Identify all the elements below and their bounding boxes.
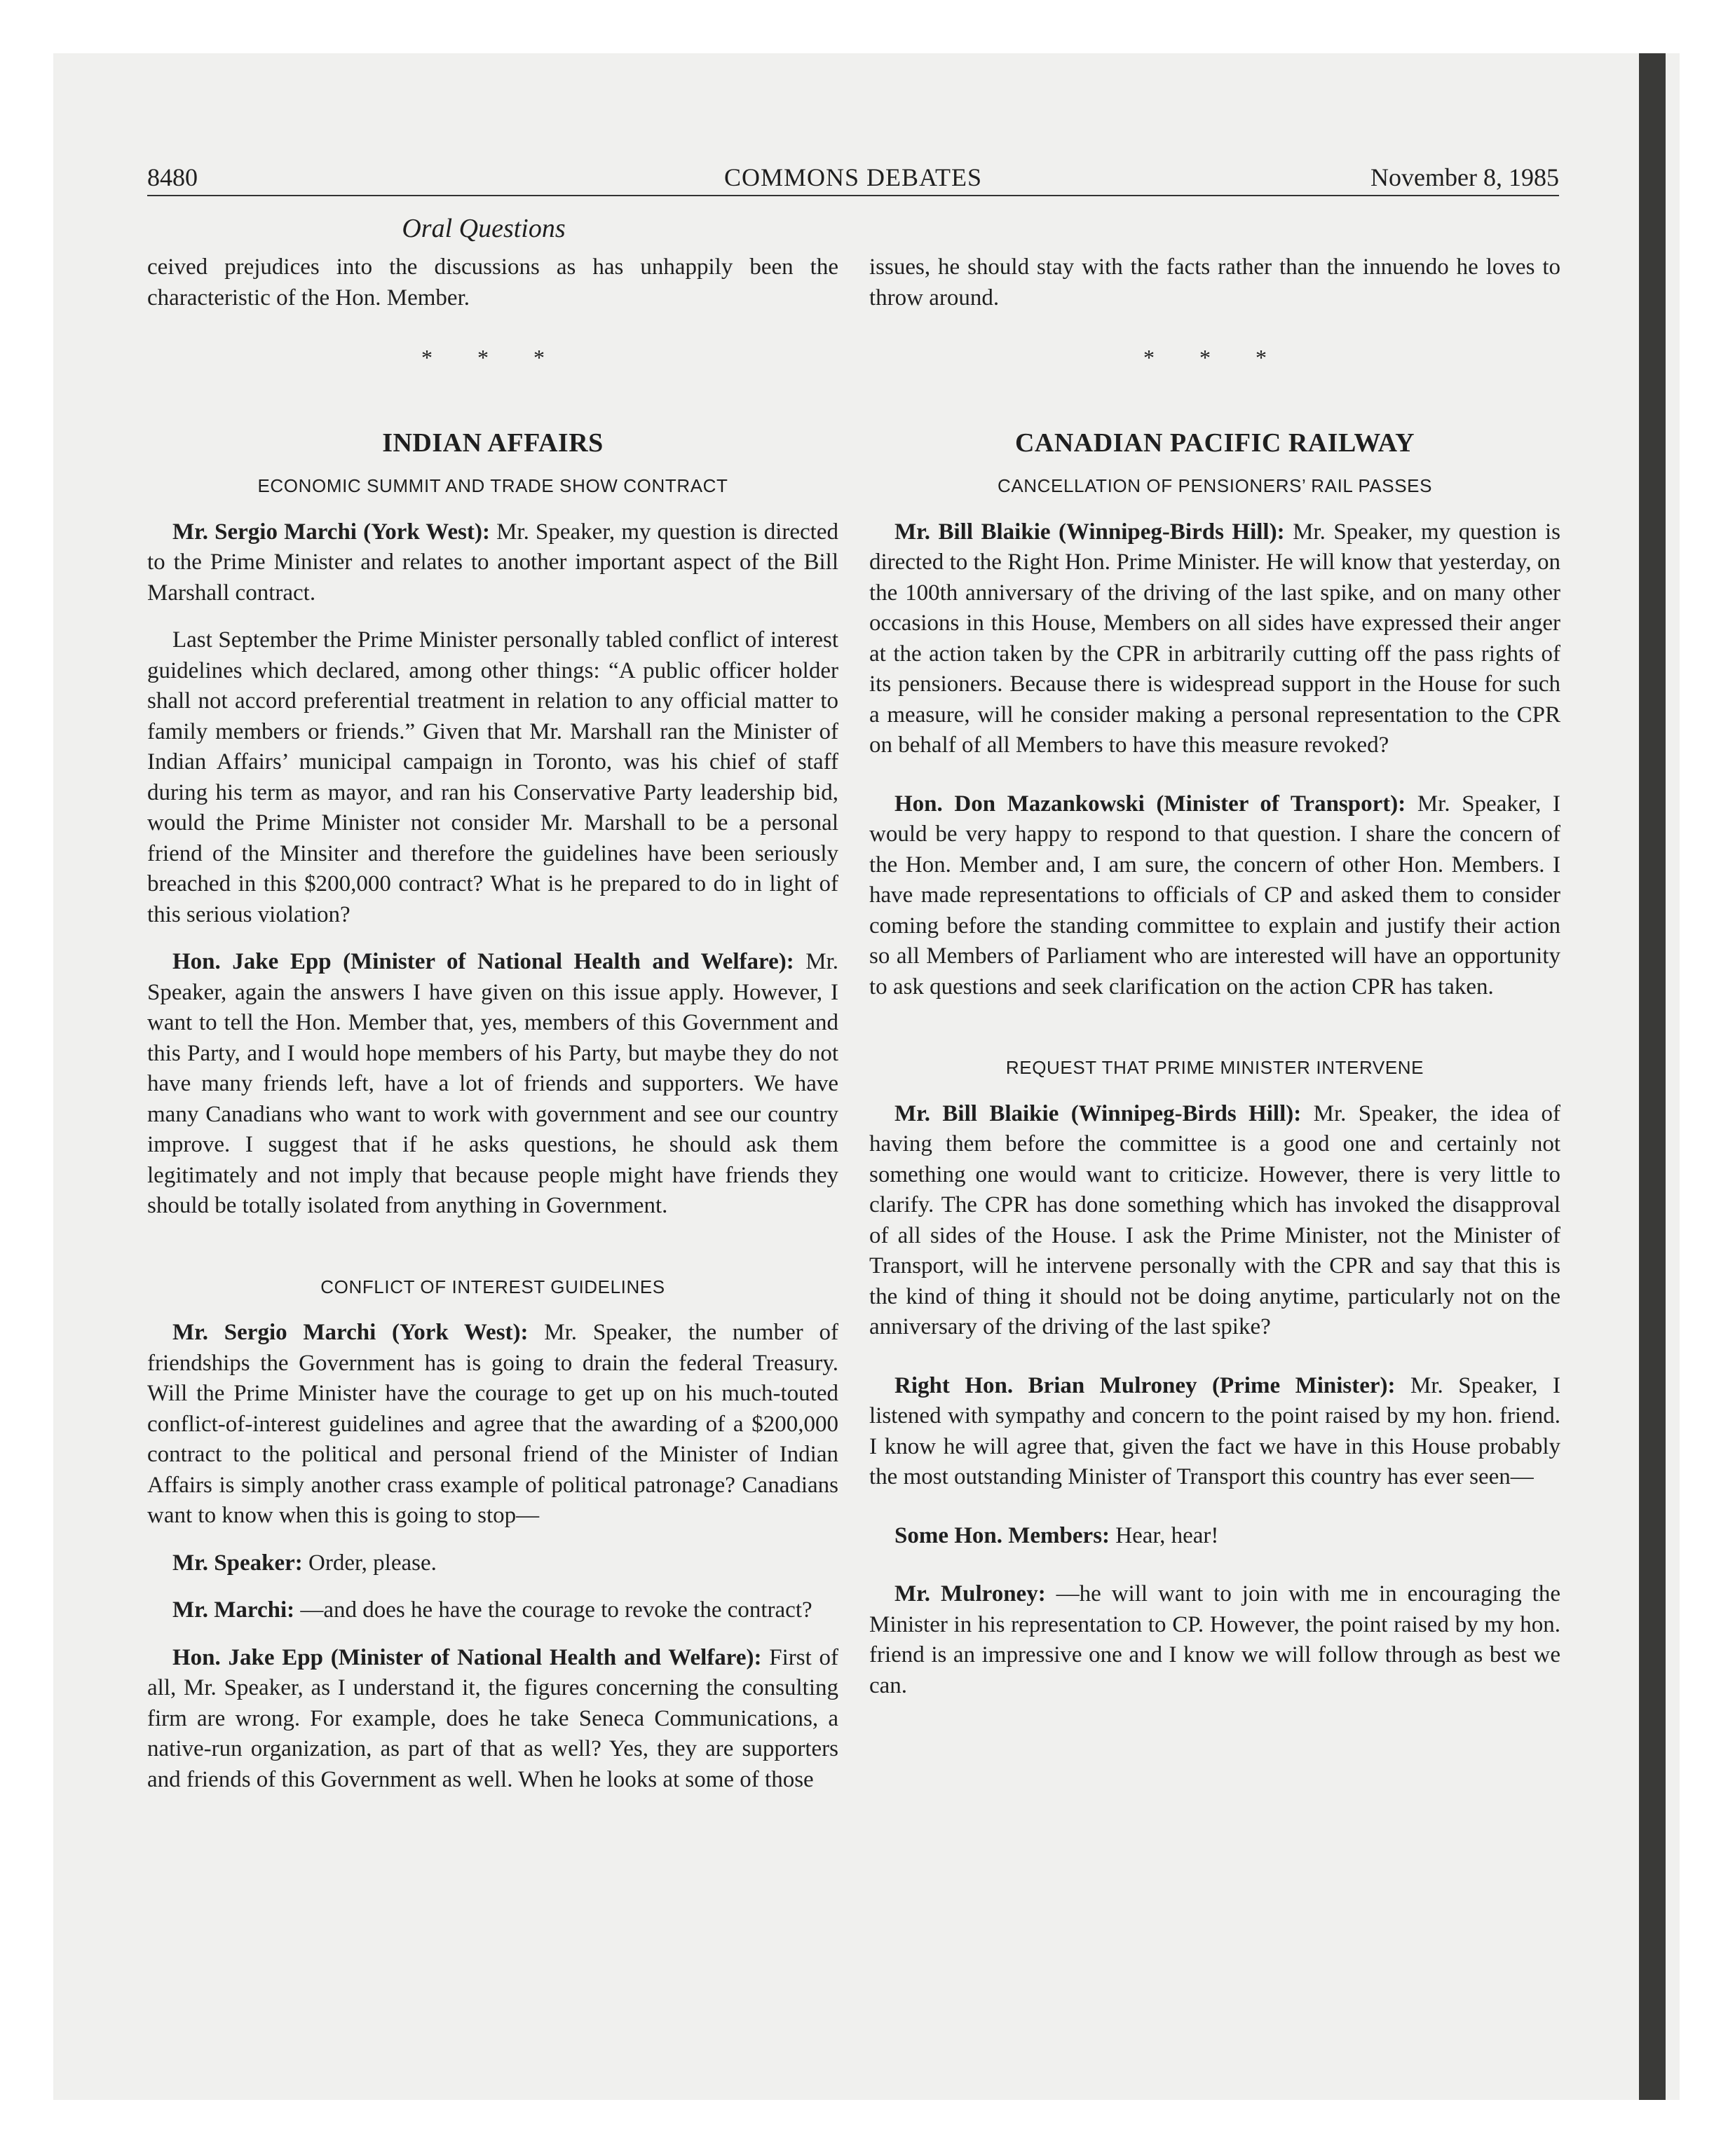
section-heading: INDIAN AFFAIRS (382, 428, 604, 458)
publication-title: COMMONS DEBATES (723, 163, 983, 191)
speech-text: Mr. Speaker, I would be very happy to respond to that question. I share the concern of the Hon. Member and, I am sure, the concern of other Hon. Members. I have made representations to officials of CP and asked them to consider coming before the standing committee to explain and justify their action so all Members of Parliament who are interested will have an opportunity to ask questions and seek clarification on the action CPR has taken. (869, 791, 1560, 999)
page-spine-shadow (1639, 53, 1666, 2100)
speaker-name: Mr. Sergio Marchi (York West): (172, 1320, 529, 1345)
subsection-heading: CANCELLATION OF PENSIONERS’ RAIL PASSES (997, 475, 1433, 496)
speaker-name: Some Hon. Members: (894, 1522, 1110, 1548)
speaker-name: Mr. Speaker: (172, 1550, 303, 1576)
section-heading: CANADIAN PACIFIC RAILWAY (1014, 428, 1415, 458)
speaker-name: Mr. Mulroney: (894, 1581, 1046, 1606)
speech-text: First of all, Mr. Speaker, as I understand it, the figures concerning the consulting firm are wrong. For example, does he take Seneca Communications, a native-run organization, as part of that as well? Yes, they are supporters and friends of this Government as well. When he looks at some of those (147, 1644, 838, 1792)
page-header (147, 163, 1559, 196)
paragraph: ceived prejudices into the discussions as has unhappily been the characteristic of the Hon. Member. (147, 254, 838, 311)
speech-paragraph (147, 947, 838, 1222)
speaker-name: Hon. Don Mazankowski (Minister of Transport): (894, 791, 1406, 817)
speech-text: Mr. Speaker, the number of friendships the Government has is going to drain the federal Treasury. Will the Prime Minister have the courage to get up on his much-touted conflict-of-interest guidelines and agree that the awarding of a $200,000 contract to the political and personal friend of the Minister of Indian Affairs is simply another crass example of political patronage? Canadians want to know when this is going to stop— (147, 1320, 838, 1528)
speech-paragraph (147, 1548, 838, 1579)
speech-paragraph (869, 789, 1560, 1003)
speech-paragraph (147, 1595, 838, 1626)
section-label: Oral Questions (402, 214, 566, 243)
speech-paragraph (147, 1643, 838, 1796)
speech-text: Mr. Speaker, my question is directed to the Prime Minister and relates to another important aspect of the Bill Marshall contract. (147, 519, 838, 606)
speech-paragraph (869, 1579, 1560, 1701)
section-separator: * * * (1143, 345, 1286, 370)
publication-date: November 8, 1985 (1370, 163, 1559, 191)
speaker-name: Mr. Bill Blaikie (Winnipeg-Birds Hill): (894, 519, 1285, 545)
speaker-name: Hon. Jake Epp (Minister of National Health and Welfare): (172, 949, 794, 974)
speech-text: Order, please. (302, 1550, 437, 1576)
paragraph: issues, he should stay with the facts rather than the innuendo he loves to throw around. (869, 254, 1560, 311)
section-separator: * * * (421, 345, 564, 370)
speaker-name: Mr. Sergio Marchi (York West): (172, 519, 490, 545)
subsection-heading: ECONOMIC SUMMIT AND TRADE SHOW CONTRACT (257, 475, 728, 496)
speech-text: —and does he have the courage to revoke the contract? (294, 1597, 812, 1623)
speech-paragraph (869, 1099, 1560, 1343)
speech-text: Mr. Speaker, the idea of having them before the committee is a good one and certainly not something one would want to criticize. However, there is very little to clarify. The CPR has done something which has invoked the disapproval of all sides of the House. I ask the Prime Minister, not the Minister of Transport, will he intervene personally with the CPR and say that this is the kind of thing it should not be doing anytime, particularly not on the anniversary of the driving of the last spike? (869, 1100, 1560, 1339)
speech-text: Mr. Speaker, I listened with sympathy and concern to the point raised by my hon. friend. I know he will agree that, given the fact we have in this House probably the most outstanding Minister of Transport this country has ever seen— (869, 1372, 1560, 1489)
speech-paragraph (869, 517, 1560, 761)
speaker-name: Mr. Bill Blaikie (Winnipeg-Birds Hill): (894, 1100, 1302, 1126)
right-column (869, 252, 1560, 1718)
speech-paragraph (869, 1371, 1560, 1493)
speech-paragraph (147, 517, 838, 609)
subsection-heading: CONFLICT OF INTEREST GUIDELINES (320, 1276, 665, 1297)
subsection-heading: REQUEST THAT PRIME MINISTER INTERVENE (1005, 1057, 1424, 1078)
speech-text: —he will want to join with me in encouraging the Minister in his representation to CP. However, the point raised by my hon. friend is an impressive one and I know we will follow through as best we can. (869, 1581, 1560, 1698)
speaker-name: Right Hon. Brian Mulroney (Prime Minister): (894, 1372, 1396, 1398)
left-column (147, 252, 838, 1812)
speech-paragraph: Last September the Prime Minister personally tabled conflict of interest guidelines which declared, among other things: “A public officer holder shall not accord preferential treatment in relation to any official matter to family members or friends.” Given that Mr. Marshall ran the Minister of Indian Affairs’ municipal campaign in Toronto, was his chief of staff during his term as mayor, and ran his Conservative Party leadership bid, would the Prime Minister not consider Mr. Marshall to be a personal friend of the Minsiter and therefore the guidelines have been seriously breached in this $200,000 contract? What is he prepared to do in light of this serious violation? (147, 627, 838, 927)
page-number: 8480 (147, 163, 198, 191)
speaker-name: Hon. Jake Epp (Minister of National Health and Welfare): (172, 1644, 762, 1670)
speech-text: Mr. Speaker, again the answers I have given on this issue apply. However, I want to tell the Hon. Member that, yes, members of this Government and this Party, and I would hope members of his Party, but maybe they do not have many friends left, have a lot of friends and supporters. We have many Canadians who want to work with government and see our country improve. I suggest that if he asks questions, he should ask them legitimately and not imply that because people might have friends they should be totally isolated from anything in Government. (147, 949, 838, 1218)
speech-paragraph (147, 1318, 838, 1531)
speech-text: Mr. Speaker, my question is directed to the Right Hon. Prime Minister. He will know that yesterday, on the 100th anniversary of the driving of the last spike, and on many other occasions in this House, Members on all sides have expressed their anger at the action taken by the CPR in arbitrarily cutting off the pass rights of its pensioners. Because there is widespread support in the House for such a measure, will he consider making a personal representation to the CPR on behalf of all Members to have this measure revoked? (869, 519, 1560, 758)
speaker-name: Mr. Marchi: (172, 1597, 295, 1623)
speech-paragraph (869, 1521, 1560, 1552)
speech-text: Hear, hear! (1110, 1522, 1219, 1548)
